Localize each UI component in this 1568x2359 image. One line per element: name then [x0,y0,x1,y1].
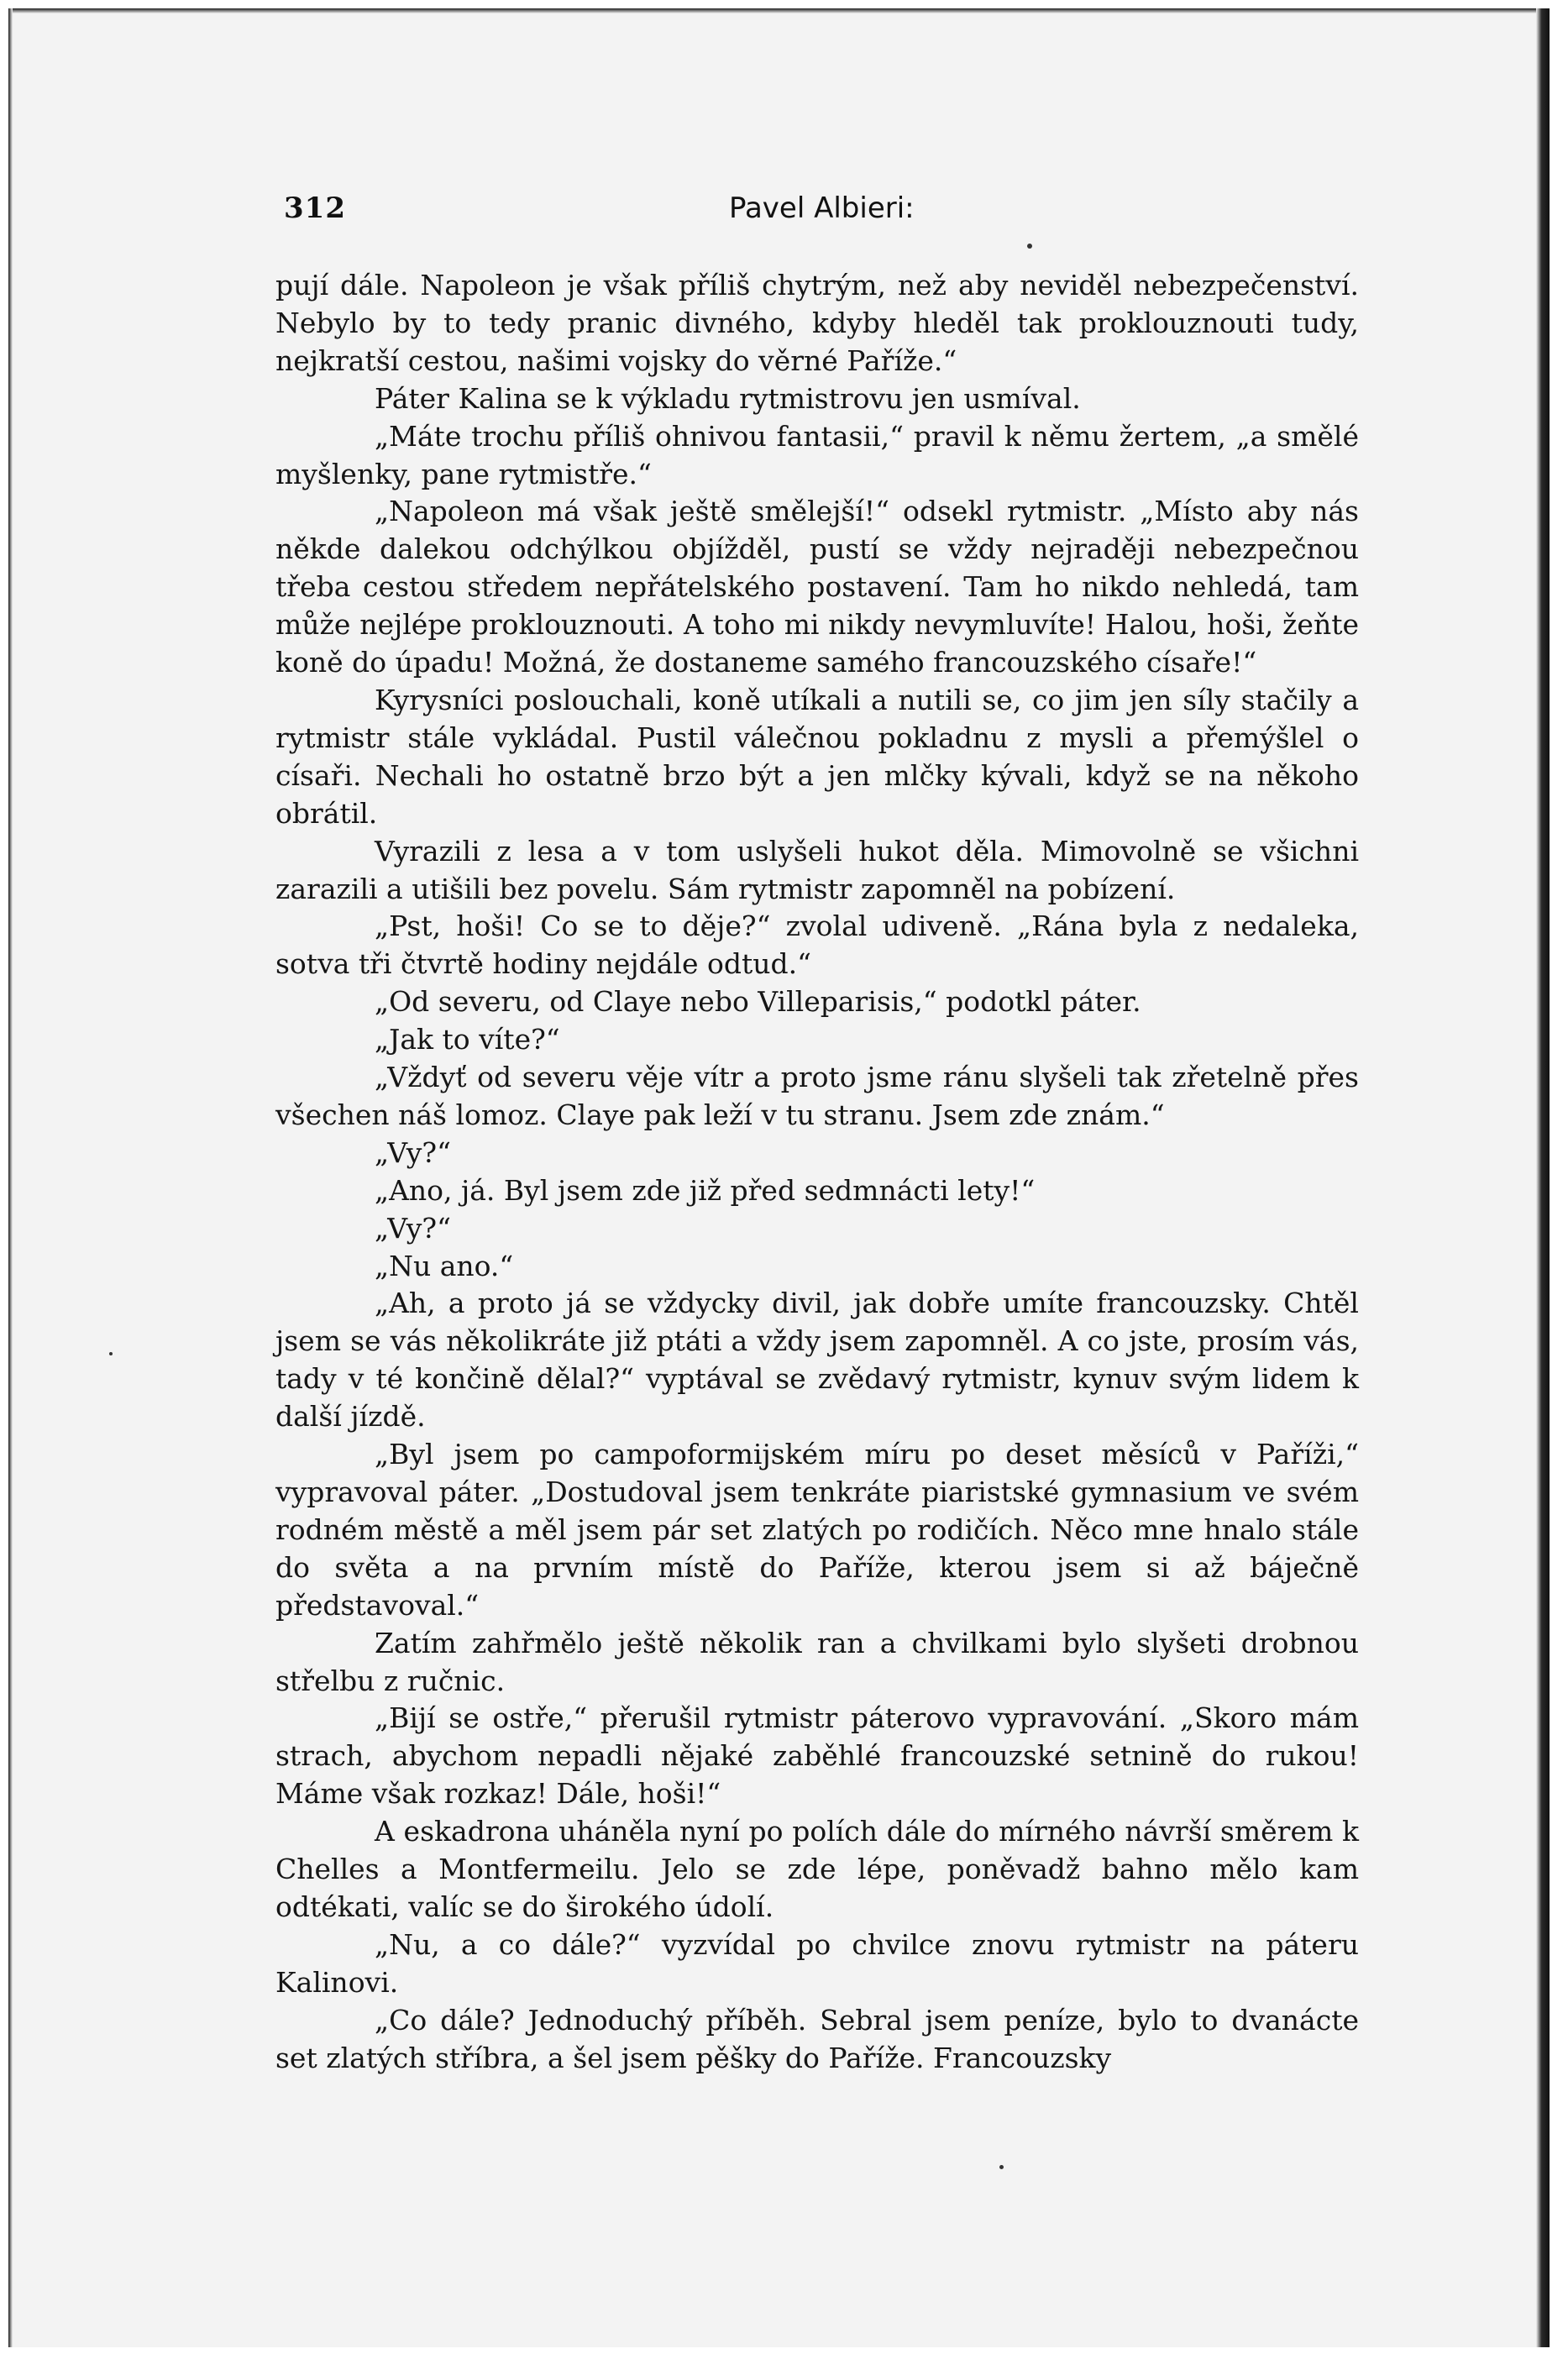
paragraph: „Vy?“ [375,1135,451,1169]
paragraph: „Od severu, od Claye nebo Villeparisis,“ podotkl páter. [375,985,1141,1019]
print-speck [999,2165,1004,2169]
page-top-edge [8,8,1550,13]
paragraph: „Byl jsem po campoformijském míru po deset měsíců v Paříži,“ vypravoval páter. „Dostudoval jsem tenkráte piaristské gymnasium ve svém rodném městě a měl jsem pár set zlatých po rodičích. Něco mne hnalo stále do světa a na prvním místě do Paříže, kterou jsem si až báječně představoval.“ [275,1438,1359,1622]
page-header [284,191,1367,239]
running-head: Pavel Albieri: [729,191,915,225]
paragraph: „Bijí se ostře,“ přerušil rytmistr páterovo vypravování. „Skoro mám strach, abychom nepadli nějaké zaběhlé francouzské setnině do rukou! Máme však rozkaz! Dále, hoši!“ [275,1701,1359,1811]
paragraph: „Napoleon má však ještě smělejší!“ odsekl rytmistr. „Místo aby nás někde dalekou odchýlkou objížděl, pustí se vždy nejraději nebezpečnou třeba cestou středem nepřátelského postavení. Tam ho nikdo nehledá, tam může nejlépe proklouznouti. A toho mi nikdy nevymluvíte! Halou, hoši, žeňte koně do úpadu! Možná, že dostaneme samého francouzského císaře!“ [275,495,1359,679]
paragraph: „Nu ano.“ [375,1249,514,1282]
paragraph: Kyrysníci poslouchali, koně utíkali a nutili se, co jim jen síly stačily a rytmistr stále vykládal. Pustil válečnou pokladnu z mysli a přemýšlel o císaři. Nechali ho ostatně brzo být a jen mlčky kývali, když se na někoho obrátil. [275,683,1359,830]
paragraph: „Jak to víte?“ [375,1023,560,1056]
paragraph: Vyrazili z lesa a v tom uslyšeli hukot děla. Mimovolně se všichni zarazili a utišili bez povelu. Sám rytmistr zapomněl na pobízení. [275,834,1359,905]
paragraph: pují dále. Napoleon je však příliš chytrým, než aby neviděl nebezpečenství. Nebylo by to tedy pranic divného, kdyby hleděl tak proklouznouti tudy, nejkratší cestou, našimi vojsky do věrné Paříže.“ [275,269,1359,377]
paragraph: „Ah, a proto já se vždycky divil, jak dobře umíte francouzsky. Chtěl jsem se vás několikráte již ptáti a vždy jsem zapomněl. A co jste, prosím vás, tady v té končině dělal?“ vyptával se zvědavý rytmistr, kynuv svým lidem k další jízdě. [275,1287,1359,1434]
page-left-edge [8,8,13,2347]
paragraph: Páter Kalina se k výkladu rytmistrovu jen usmíval. [375,381,1081,415]
paragraph: „Vy?“ [375,1211,451,1245]
paragraph: Zatím zahřmělo ještě několik ran a chvilkami bylo slyšeti drobnou střelbu z ručnic. [275,1626,1359,1697]
body-text [275,267,1359,2078]
print-speck [1027,244,1032,249]
paragraph: „Vždyť od severu věje vítr a proto jsme ránu slyšeli tak zřetelně přes všechen náš lomoz. Claye pak leží v tu stranu. Jsem zde znám.“ [275,1061,1359,1131]
page-number: 312 [284,191,346,225]
paragraph: „Co dále? Jednoduchý příběh. Sebral jsem peníze, bylo to dvanácte set zlatých stříbra, a šel jsem pěšky do Paříže. Francouzsky [275,2003,1359,2074]
print-speck [109,1352,113,1355]
paragraph: „Máte trochu příliš ohnivou fantasii,“ pravil k němu žertem, „a smělé myšlenky, pane rytmistře.“ [275,419,1359,490]
paragraph: „Nu, a co dále?“ vyzvídal po chvilce znovu rytmistr na páteru Kalinovi. [275,1927,1359,1999]
paragraph: A eskadrona uháněla nyní po polích dále do mírného návrší směrem k Chelles a Montfermeilu. Jelo se zde lépe, poněvadž bahno mělo kam odtékati, valíc se do širokého údolí. [275,1815,1359,1923]
page-right-edge [1536,8,1550,2347]
paragraph: „Ano, já. Byl jsem zde již před sedmnácti lety!“ [375,1173,1036,1207]
paragraph: „Pst, hoši! Co se to děje?“ zvolal udiveně. „Rána byla z nedaleka, sotva tři čtvrtě hodiny nejdále odtud.“ [275,910,1359,981]
